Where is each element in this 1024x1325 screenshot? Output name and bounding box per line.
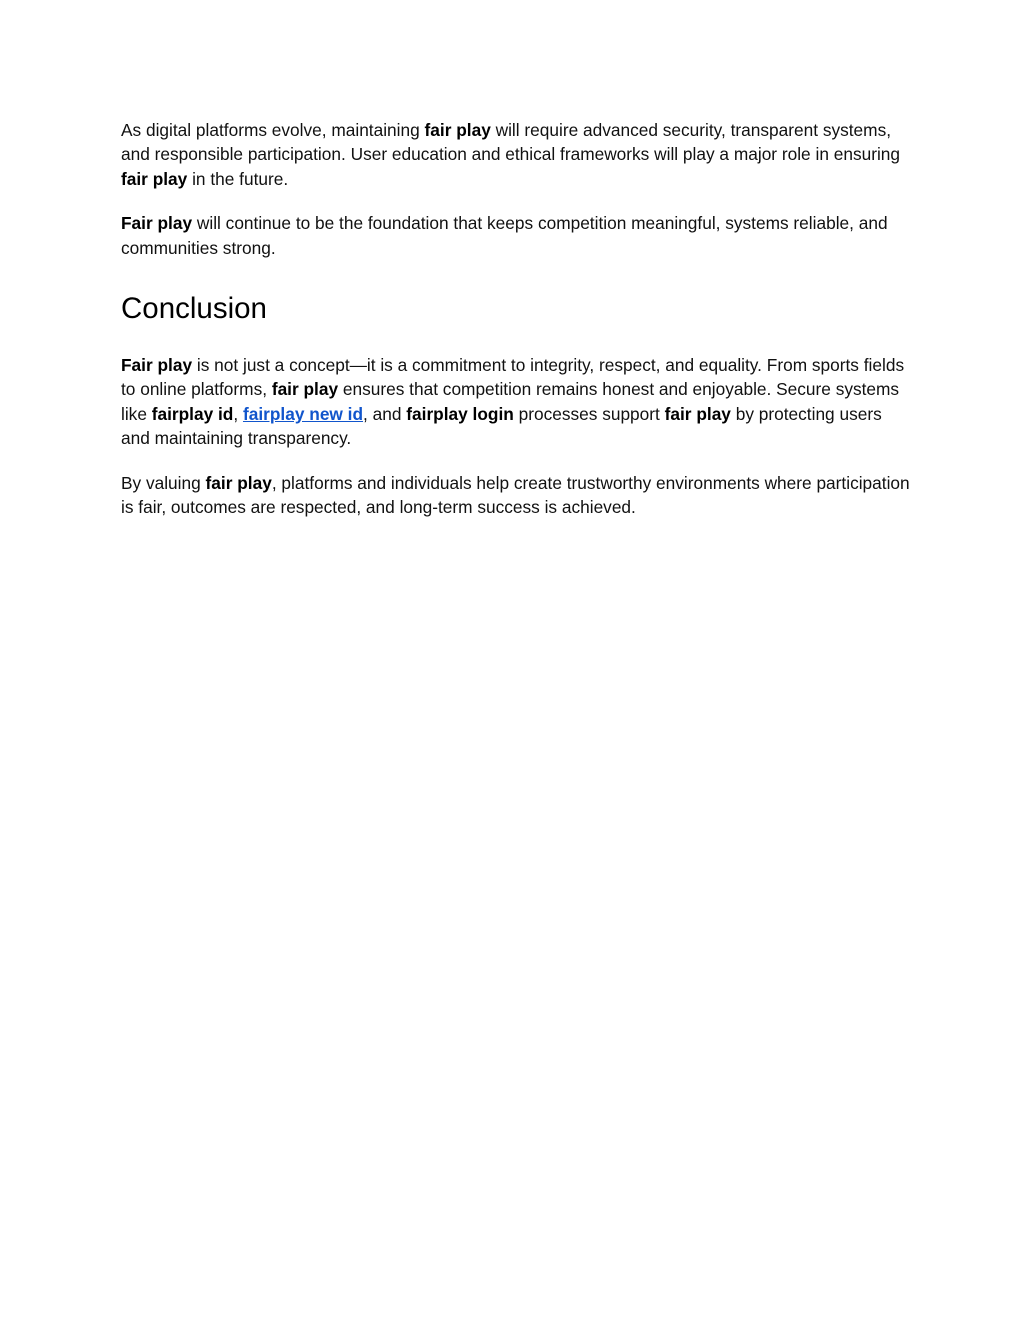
bold-term: fair play: [664, 403, 731, 424]
text-run: As digital platforms evolve, maintaining: [121, 120, 425, 140]
conclusion-paragraphs: [121, 353, 911, 519]
bold-term: fair play: [205, 472, 272, 493]
text-run: will require advanced security, transparent systems, and responsible participation. User education and ethical frameworks will play a major role in ensuring: [121, 120, 901, 165]
bold-term: fairplay login: [406, 403, 514, 424]
bold-term: Fair play: [121, 213, 193, 234]
text-run: is not just a concept—it is a commitment to integrity, respect, and equality. From sports fields to online platforms,: [121, 355, 905, 400]
paragraph-commitment: [121, 353, 911, 451]
text-run: processes support: [513, 403, 665, 424]
fairplay-new-id-link[interactable]: fairplay new id: [242, 403, 364, 424]
text-run: By valuing: [121, 472, 206, 493]
text-run: by protecting users and maintaining transparency.: [121, 403, 882, 449]
bold-term: fair play: [271, 379, 339, 400]
paragraph-future: [121, 118, 911, 191]
text-run: , platforms and individuals help create trustworthy environments where participation is fair, outcomes are respected, and long-term success is achieved.: [121, 472, 910, 518]
paragraph-valuing: [121, 471, 911, 520]
bold-term: Fair play: [121, 355, 193, 376]
text-run: ensures that competition remains honest and enjoyable. Secure systems like: [121, 379, 900, 424]
text-run: in the future.: [187, 168, 289, 189]
bold-term: fair play: [424, 120, 491, 140]
paragraph-foundation: [121, 211, 911, 260]
text-run: ,: [233, 403, 243, 424]
document-page: [121, 118, 911, 539]
bold-term: fair play: [121, 168, 188, 189]
text-run: will continue to be the foundation that keeps competition meaningful, systems reliable, and communities strong.: [121, 213, 888, 258]
section-heading: Conclusion: [121, 292, 267, 326]
text-run: , and: [363, 403, 407, 424]
top-paragraphs: [121, 118, 911, 260]
bold-term: fairplay id: [151, 403, 234, 424]
